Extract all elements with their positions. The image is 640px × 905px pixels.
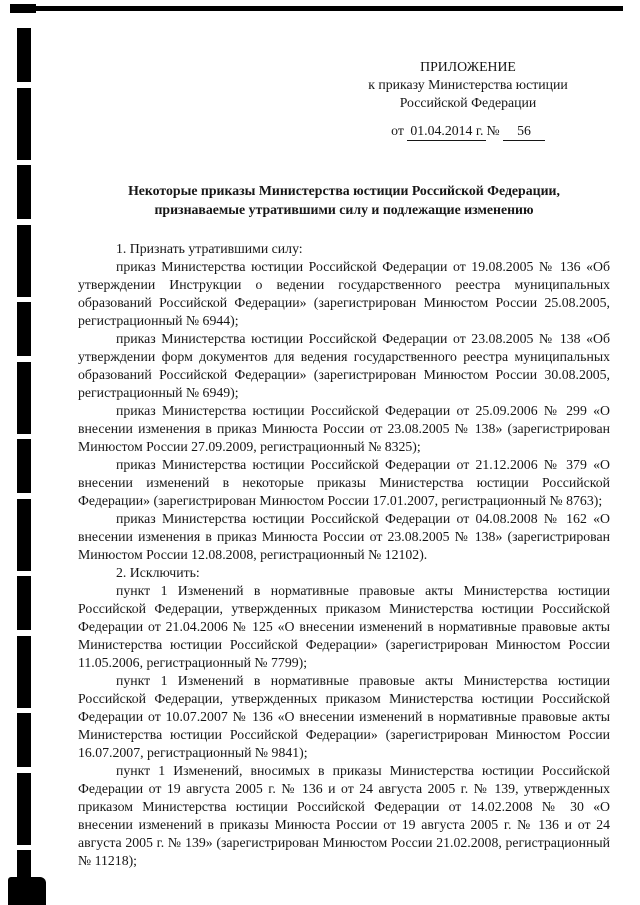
paragraph-order-299: приказ Министерства юстиции Российской Федерации от 25.09.2006 № 299 «О внесении изменения в приказ Минюста России от 23.08.2005 № 138» (зарегистрирован Минюстом России 27.09.2009, регистрационный № 8325); [78, 403, 610, 454]
paragraph-item-136: пункт 1 Изменений в нормативные правовые акты Министерства юстиции Российской Федерации, утвержденных приказом Министерства юстиции Российской Федерации от 10.07.2007 № 136 «О внесении изменений в нормативные правовые акты Министерства юстиции Российской Федерации» (зарегистрирован Минюстом России 16.07.2007, регистрационный № 9841); [78, 673, 610, 760]
paragraph-order-138: приказ Министерства юстиции Российской Федерации от 23.08.2005 № 138 «Об утверждении форм документов для ведения государственного реестра муниципальных образований Российской Федерации» (зарегистрирован Минюстом России 30.08.2005, регистрационный № 6949); [78, 331, 610, 400]
paragraph-item-30: пункт 1 Изменений, вносимых в приказы Министерства юстиции Российской Федерации от 19 августа 2005 г. № 136 и от 24 августа 2005 г. № 139, утвержденных приказом Министерства юстиции Российской Федерации от 14.02.2008 № 30 «О внесении изменений в приказы Минюста России от 19 августа 2005 г. № 136 и от 24 августа 2005 г. № 139» (зарегистрирован Минюстом России 21.02.2008, регистрационный № 11218); [78, 763, 610, 868]
order-date: 01.04.2014 г. [407, 122, 486, 141]
document-body [78, 240, 610, 870]
scan-artifact-left-edge [17, 28, 31, 905]
paragraph-item-125: пункт 1 Изменений в нормативные правовые акты Министерства юстиции Российской Федерации, утвержденных приказом Министерства юстиции Российской Федерации от 21.04.2006 № 125 «О внесении изменений в нормативные правовые акты Министерства юстиции Российской Федерации» (зарегистрирован Минюстом России 11.05.2006, регистрационный № 7799); [78, 583, 610, 670]
header-appendix-label: ПРИЛОЖЕНИЕ [420, 59, 516, 74]
paragraph-order-162: приказ Министерства юстиции Российской Федерации от 04.08.2008 № 162 «О внесении изменения в приказ Минюста России от 23.08.2005 № 138» (зарегистрирован Минюстом России 12.08.2008, регистрационный № 12102). [78, 511, 610, 562]
number-sign: № [486, 123, 500, 138]
header-order-line: к приказу Министерства юстиции [368, 77, 568, 92]
date-prefix: от [391, 123, 404, 138]
order-number: 56 [503, 122, 545, 141]
document-title: Некоторые приказы Министерства юстиции Российской Федерации, признаваемые утратившими силу и подлежащие изменению [128, 183, 560, 217]
scan-artifact-top-left [10, 4, 36, 13]
document-header [328, 58, 608, 141]
paragraph-order-136: приказ Министерства юстиции Российской Федерации от 19.08.2005 № 136 «Об утверждении Инструкции о ведении государственного реестра муниципальных образований Российской Федерации» (зарегистрирован Минюстом России 25.08.2005, регистрационный № 6944); [78, 259, 610, 328]
paragraph-exclude: 2. Исключить: [116, 565, 200, 580]
scan-artifact-bottom-left [8, 877, 46, 905]
header-date-line [328, 122, 608, 141]
scan-artifact-top-edge [10, 6, 623, 11]
header-federation-line: Российской Федерации [399, 95, 537, 110]
paragraph-order-379: приказ Министерства юстиции Российской Федерации от 21.12.2006 № 379 «О внесении изменений в некоторые приказы Министерства юстиции Российской Федерации» (зарегистрирован Минюстом России 17.01.2007, регистрационный № 8763); [78, 457, 610, 508]
paragraph-recognize-invalid: 1. Признать утратившими силу: [116, 241, 303, 256]
document-content [78, 58, 610, 870]
